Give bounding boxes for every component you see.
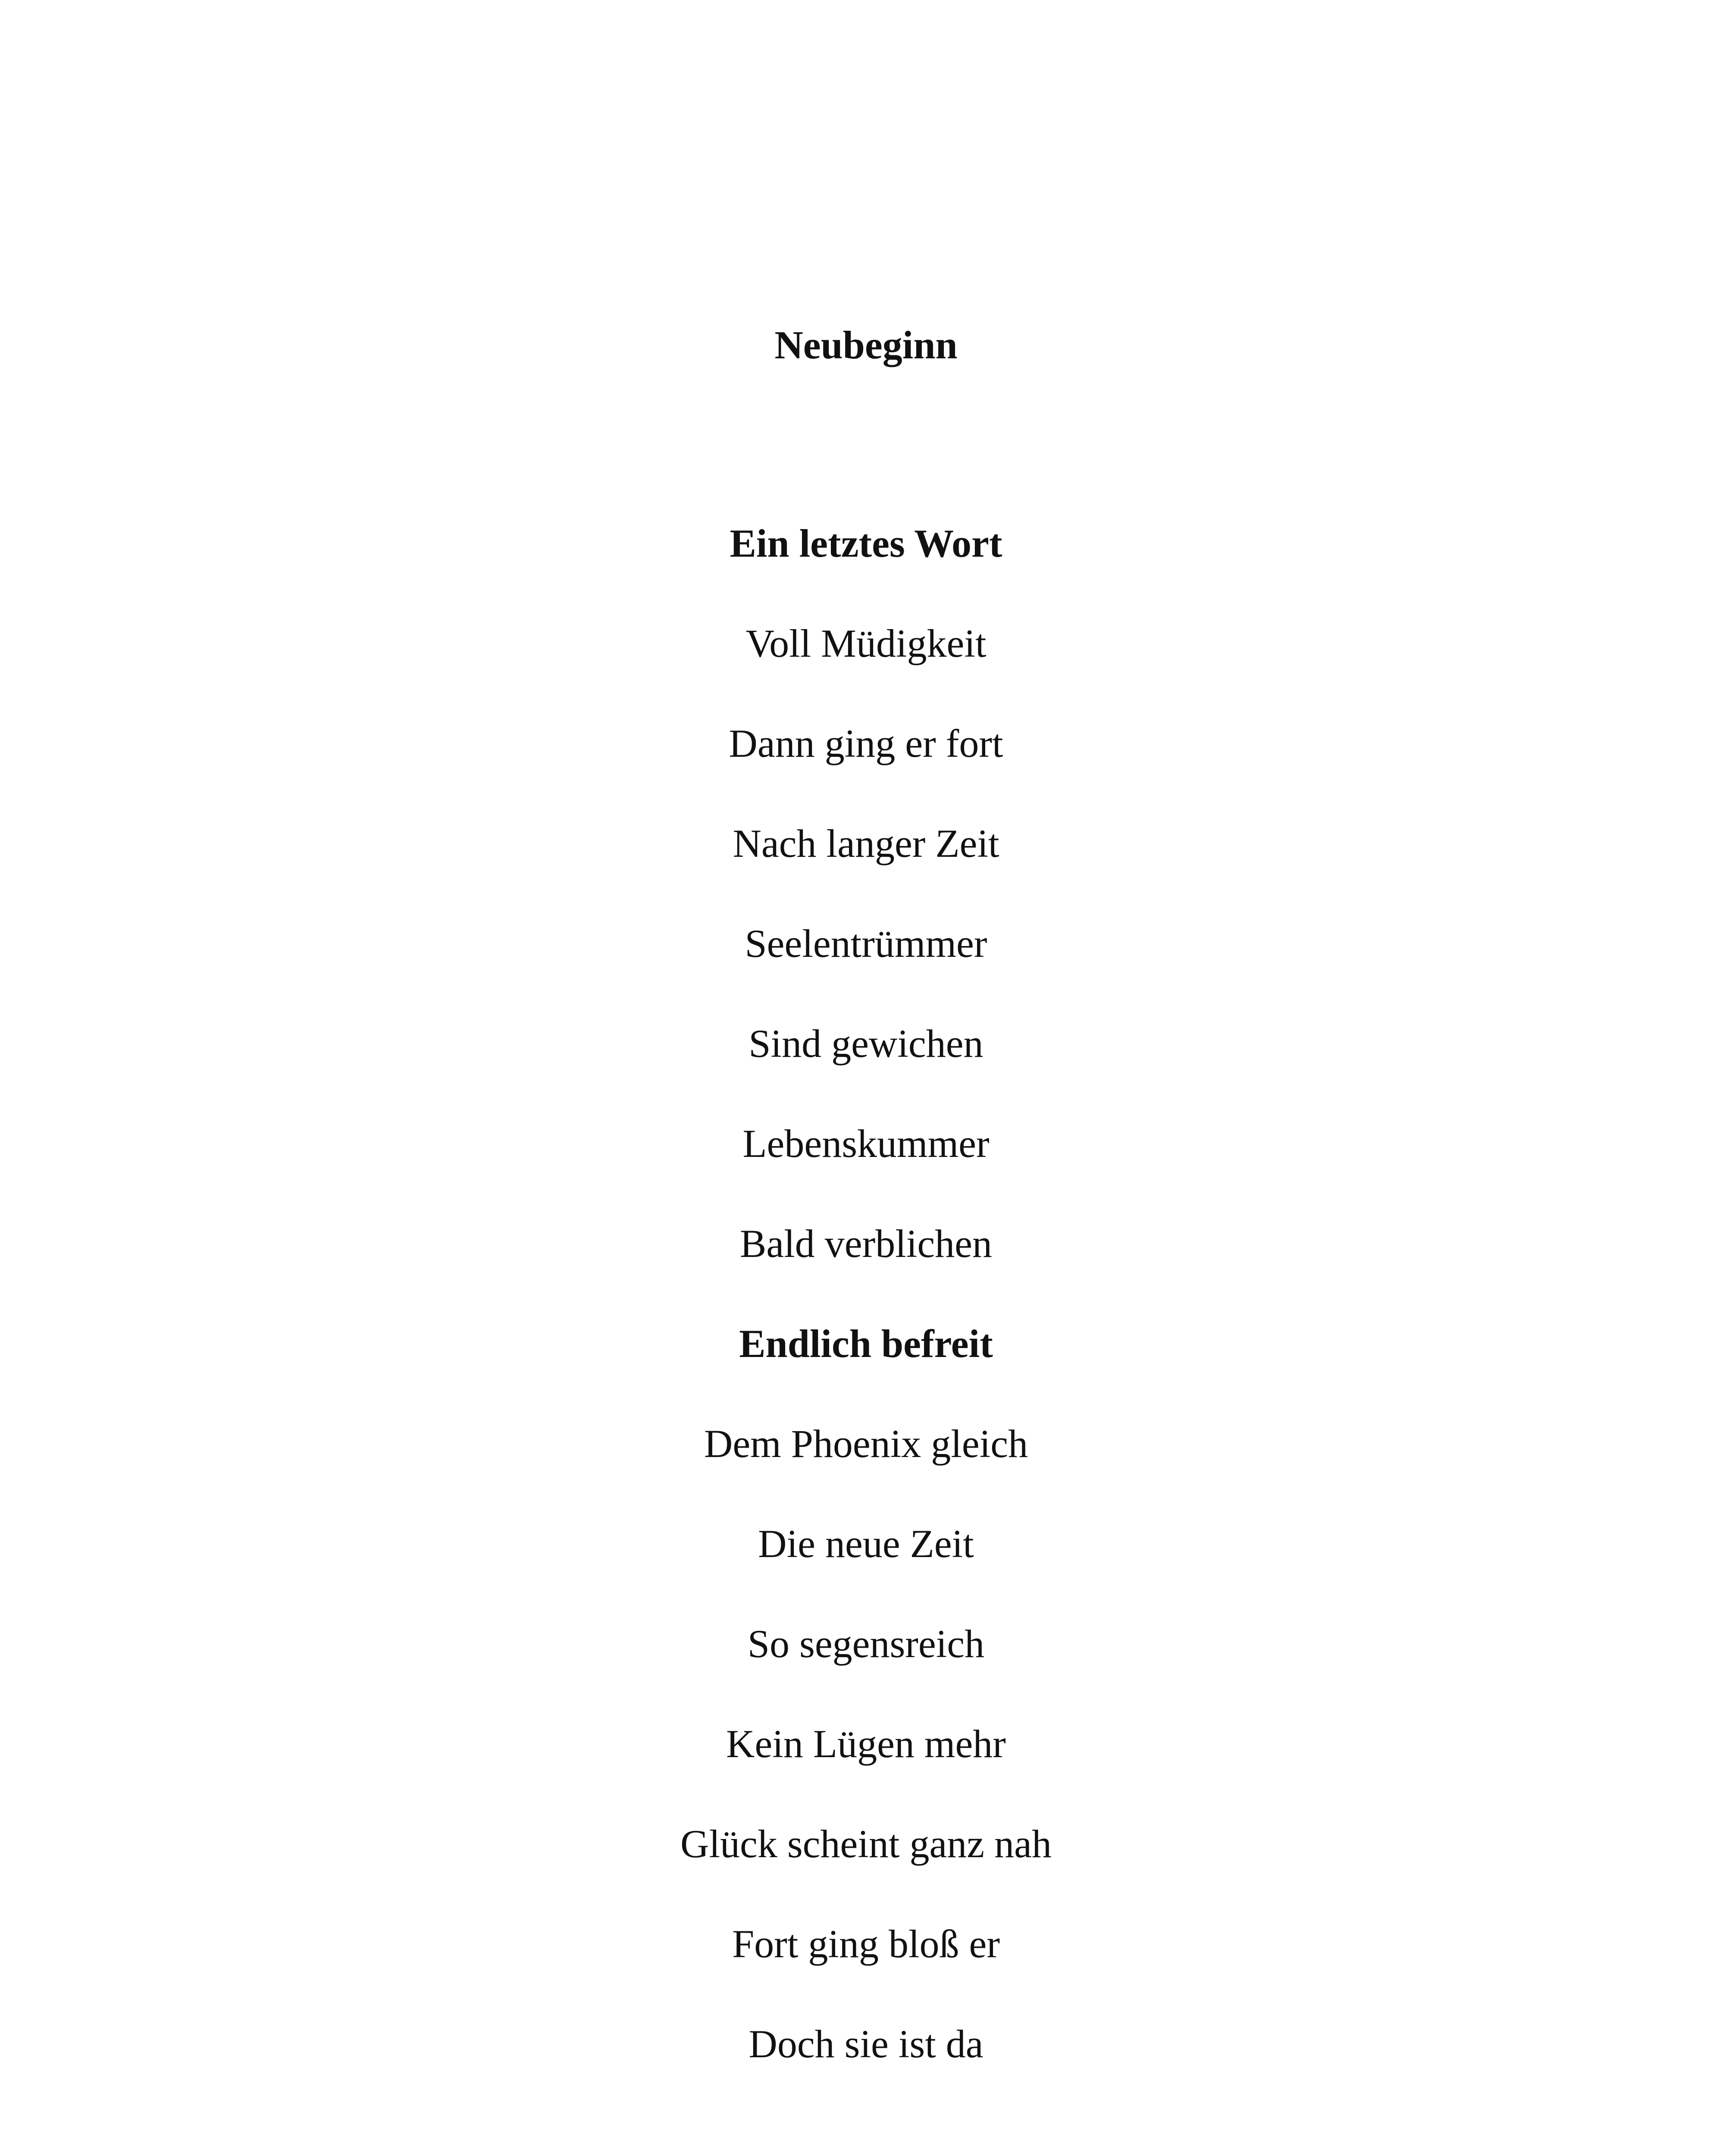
poem-line: Die neue Zeit (758, 1522, 974, 1566)
poem-line: Bald verblichen (739, 1222, 993, 1266)
poem-line: Fort ging bloß er (732, 1922, 1000, 1966)
poem-title: Neubeginn (774, 323, 958, 367)
poem-line: Kein Lügen mehr (726, 1722, 1006, 1766)
poem-line: Nach langer Zeit (733, 821, 999, 865)
poem-body (0, 517, 1732, 2118)
poem-line: So segensreich (747, 1622, 985, 1666)
poem-line: Dann ging er fort (729, 721, 1003, 765)
poem-line: Doch sie ist da (749, 2022, 983, 2066)
poem-line: Endlich befreit (739, 1322, 993, 1366)
poem-line: Seelentrümmer (745, 921, 987, 965)
poem-line: Ein letztes Wort (730, 521, 1002, 565)
poem-line: Lebenskummer (742, 1122, 990, 1166)
poem-line: Dem Phoenix gleich (704, 1422, 1028, 1466)
poem-line: Sind gewichen (749, 1022, 983, 1065)
poem-line: Voll Müdigkeit (745, 621, 987, 665)
poem-line: Glück scheint ganz nah (680, 1822, 1052, 1866)
